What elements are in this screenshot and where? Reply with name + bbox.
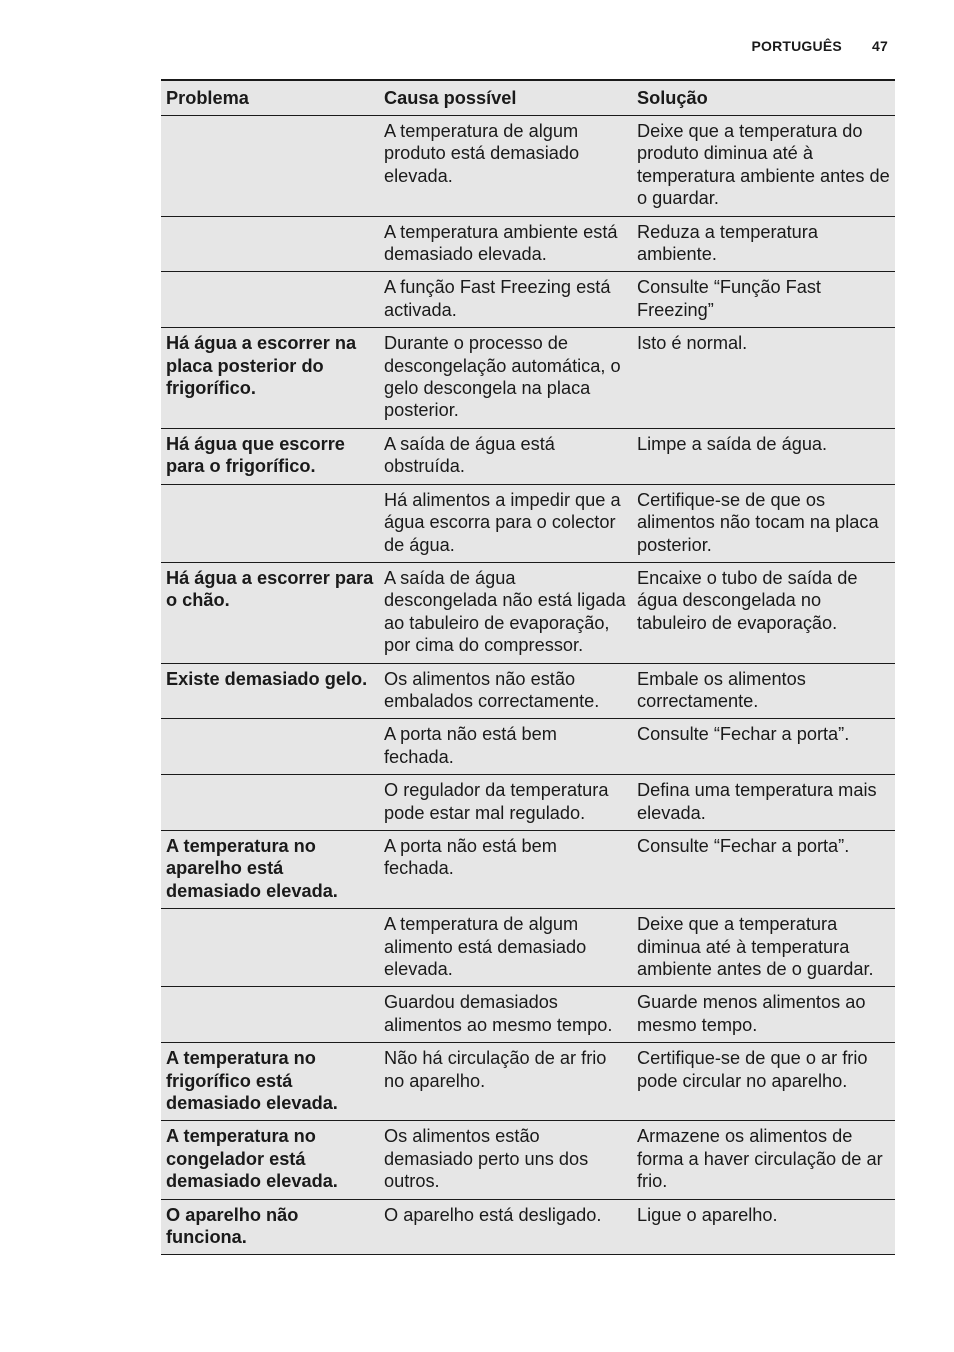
- problem-cell: Há água a escorrer na placa posterior do frigorífico.: [161, 328, 379, 429]
- problem-cell: [161, 719, 379, 775]
- table-row: [161, 1199, 895, 1255]
- cause-cell: Os alimentos estão demasiado perto uns dos outros.: [379, 1121, 632, 1199]
- table-body: [161, 116, 895, 1255]
- solution-cell: Consulte “Função Fast Freezing”: [632, 272, 895, 328]
- table-row: [161, 216, 895, 272]
- solution-cell: Defina uma temperatura mais elevada.: [632, 775, 895, 831]
- table-row: [161, 830, 895, 908]
- table-row: [161, 663, 895, 719]
- cause-cell: A temperatura ambiente está demasiado elevada.: [379, 216, 632, 272]
- solution-cell: Certifique-se de que os alimentos não tocam na placa posterior.: [632, 484, 895, 562]
- cause-cell: Há alimentos a impedir que a água escorra para o colector de água.: [379, 484, 632, 562]
- cause-cell: A saída de água descongelada não está ligada ao tabuleiro de evaporação, por cima do compressor.: [379, 562, 632, 663]
- problem-cell: [161, 216, 379, 272]
- troubleshooting-table: [161, 79, 895, 1255]
- problem-cell: Há água a escorrer para o chão.: [161, 562, 379, 663]
- page-header: [751, 38, 888, 54]
- column-header-cause: Causa possível: [379, 80, 632, 116]
- table-row: [161, 116, 895, 217]
- cause-cell: A porta não está bem fechada.: [379, 830, 632, 908]
- solution-cell: Guarde menos alimentos ao mesmo tempo.: [632, 987, 895, 1043]
- problem-cell: Existe demasiado gelo.: [161, 663, 379, 719]
- solution-cell: Consulte “Fechar a porta”.: [632, 719, 895, 775]
- cause-cell: A saída de água está obstruída.: [379, 428, 632, 484]
- solution-cell: Deixe que a temperatura do produto diminua até à temperatura ambiente antes de o guardar.: [632, 116, 895, 217]
- solution-cell: Embale os alimentos correctamente.: [632, 663, 895, 719]
- problem-cell: [161, 484, 379, 562]
- solution-cell: Reduza a temperatura ambiente.: [632, 216, 895, 272]
- cause-cell: A porta não está bem fechada.: [379, 719, 632, 775]
- solution-cell: Ligue o aparelho.: [632, 1199, 895, 1255]
- solution-cell: Certifique-se de que o ar frio pode circular no aparelho.: [632, 1043, 895, 1121]
- table-row: [161, 562, 895, 663]
- solution-cell: Isto é normal.: [632, 328, 895, 429]
- cause-cell: Guardou demasiados alimentos ao mesmo tempo.: [379, 987, 632, 1043]
- problem-cell: A temperatura no frigorífico está demasiado elevada.: [161, 1043, 379, 1121]
- table-row: [161, 1043, 895, 1121]
- cause-cell: A função Fast Freezing está activada.: [379, 272, 632, 328]
- problem-cell: [161, 987, 379, 1043]
- cause-cell: A temperatura de algum produto está demasiado elevada.: [379, 116, 632, 217]
- solution-cell: Encaixe o tubo de saída de água descongelada no tabuleiro de evaporação.: [632, 562, 895, 663]
- table-row: [161, 909, 895, 987]
- table-row: [161, 328, 895, 429]
- solution-cell: Consulte “Fechar a porta”.: [632, 830, 895, 908]
- cause-cell: A temperatura de algum alimento está demasiado elevada.: [379, 909, 632, 987]
- table-header-row: [161, 80, 895, 116]
- solution-cell: Armazene os alimentos de forma a haver circulação de ar frio.: [632, 1121, 895, 1199]
- cause-cell: O regulador da temperatura pode estar mal regulado.: [379, 775, 632, 831]
- problem-cell: A temperatura no congelador está demasiado elevada.: [161, 1121, 379, 1199]
- page-number: 47: [872, 38, 888, 54]
- table-row: [161, 1121, 895, 1199]
- column-header-problem: Problema: [161, 80, 379, 116]
- table-row: [161, 272, 895, 328]
- problem-cell: [161, 909, 379, 987]
- problem-cell: O aparelho não funciona.: [161, 1199, 379, 1255]
- table-row: [161, 719, 895, 775]
- cause-cell: O aparelho está desligado.: [379, 1199, 632, 1255]
- table-row: [161, 987, 895, 1043]
- cause-cell: Durante o processo de descongelação automática, o gelo descongela na placa posterior.: [379, 328, 632, 429]
- cause-cell: Não há circulação de ar frio no aparelho.: [379, 1043, 632, 1121]
- cause-cell: Os alimentos não estão embalados correctamente.: [379, 663, 632, 719]
- problem-cell: [161, 116, 379, 217]
- problem-cell: Há água que escorre para o frigorífico.: [161, 428, 379, 484]
- problem-cell: [161, 272, 379, 328]
- table-row: [161, 428, 895, 484]
- problem-cell: [161, 775, 379, 831]
- column-header-solution: Solução: [632, 80, 895, 116]
- table-row: [161, 484, 895, 562]
- problem-cell: A temperatura no aparelho está demasiado elevada.: [161, 830, 379, 908]
- table-row: [161, 775, 895, 831]
- solution-cell: Limpe a saída de água.: [632, 428, 895, 484]
- solution-cell: Deixe que a temperatura diminua até à temperatura ambiente antes de o guardar.: [632, 909, 895, 987]
- language-label: PORTUGUÊS: [751, 38, 842, 54]
